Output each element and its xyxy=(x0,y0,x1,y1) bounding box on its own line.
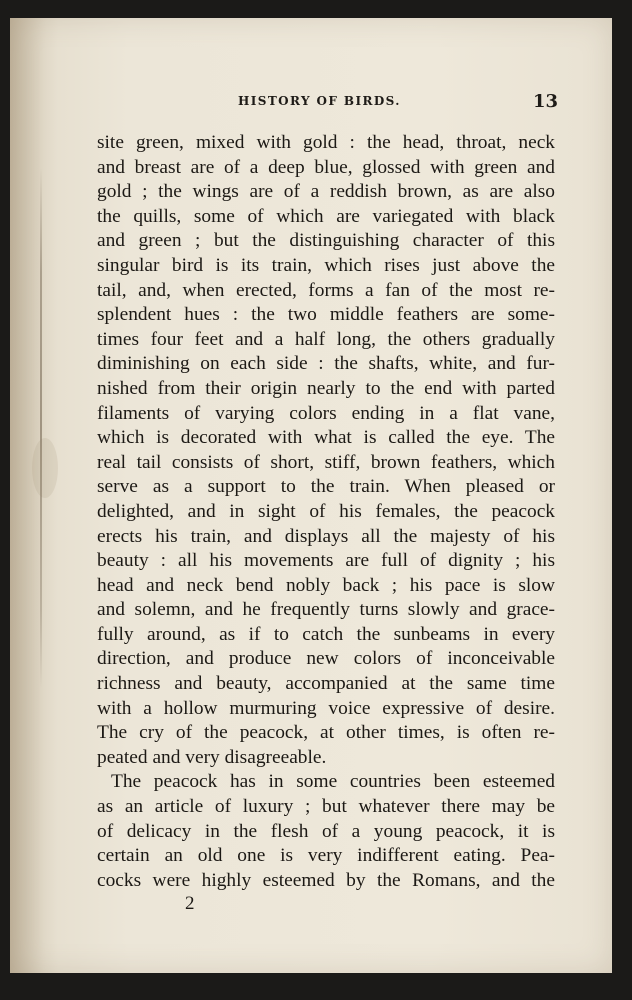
text-line: fully around, as if to catch the sunbeams in every xyxy=(97,623,555,645)
running-head: HISTORY OF BIRDS. xyxy=(238,94,401,108)
text-line: serve as a support to the train. When pleased or xyxy=(97,476,555,498)
text-line: nished from their origin nearly to the end with parted xyxy=(97,377,555,399)
text-line: and breast are of a deep blue, glossed with green and xyxy=(97,156,555,178)
body-text xyxy=(97,131,555,893)
page-header xyxy=(238,91,558,115)
text-line: direction, and produce new colors of inconceivable xyxy=(97,648,555,670)
text-line: with a hollow murmuring voice expressive of desire. xyxy=(97,697,555,719)
text-line: times four feet and a half long, the others gradually xyxy=(97,328,555,350)
text-line: The cry of the peacock, at other times, is often re- xyxy=(97,722,555,744)
page-gutter xyxy=(10,18,58,973)
text-line: erects his train, and displays all the majesty of his xyxy=(97,525,555,547)
text-line: and green ; but the distinguishing character of this xyxy=(97,230,555,252)
text-line: head and neck bend nobly back ; his pace is slow xyxy=(97,574,555,596)
text-line: real tail consists of short, stiff, brown feathers, which xyxy=(97,451,555,473)
text-line: and solemn, and he frequently turns slowly and grace- xyxy=(97,599,555,621)
text-line: site green, mixed with gold : the head, throat, neck xyxy=(97,132,555,153)
paragraph-start-line: The peacock has in some countries been esteemed xyxy=(111,771,555,793)
text-line: filaments of varying colors ending in a flat vane, xyxy=(97,402,555,424)
gutter-crease xyxy=(40,168,42,688)
text-line: cocks were highly esteemed by the Romans, and the xyxy=(97,869,555,891)
text-line: gold ; the wings are of a reddish brown, as are also xyxy=(97,181,555,203)
text-line: beauty : all his movements are full of dignity ; his xyxy=(97,550,555,572)
text-line: richness and beauty, accompanied at the same time xyxy=(97,673,555,695)
text-line: tail, and, when erected, forms a fan of the most re- xyxy=(97,279,555,301)
paragraph-end-line: peated and very disagreeable. xyxy=(97,746,327,768)
page-number: 13 xyxy=(532,91,558,112)
text-line: splendent hues : the two middle feathers are some- xyxy=(97,304,555,326)
text-line: diminishing on each side : the shafts, white, and fur- xyxy=(97,353,555,375)
text-line: certain an old one is very indifferent eating. Pea- xyxy=(97,845,555,867)
text-line: singular bird is its train, which rises just above the xyxy=(97,254,555,276)
text-line: delighted, and in sight of his females, the peacock xyxy=(97,500,555,522)
paper-smudge xyxy=(32,438,58,498)
text-line: as an article of luxury ; but whatever there may be xyxy=(97,796,555,818)
signature-mark: 2 xyxy=(185,893,195,914)
book-page xyxy=(10,18,612,973)
text-line: which is decorated with what is called the eye. The xyxy=(97,427,555,449)
text-line: the quills, some of which are variegated with black xyxy=(97,205,555,227)
text-line: of delicacy in the flesh of a young peacock, it is xyxy=(97,820,555,842)
